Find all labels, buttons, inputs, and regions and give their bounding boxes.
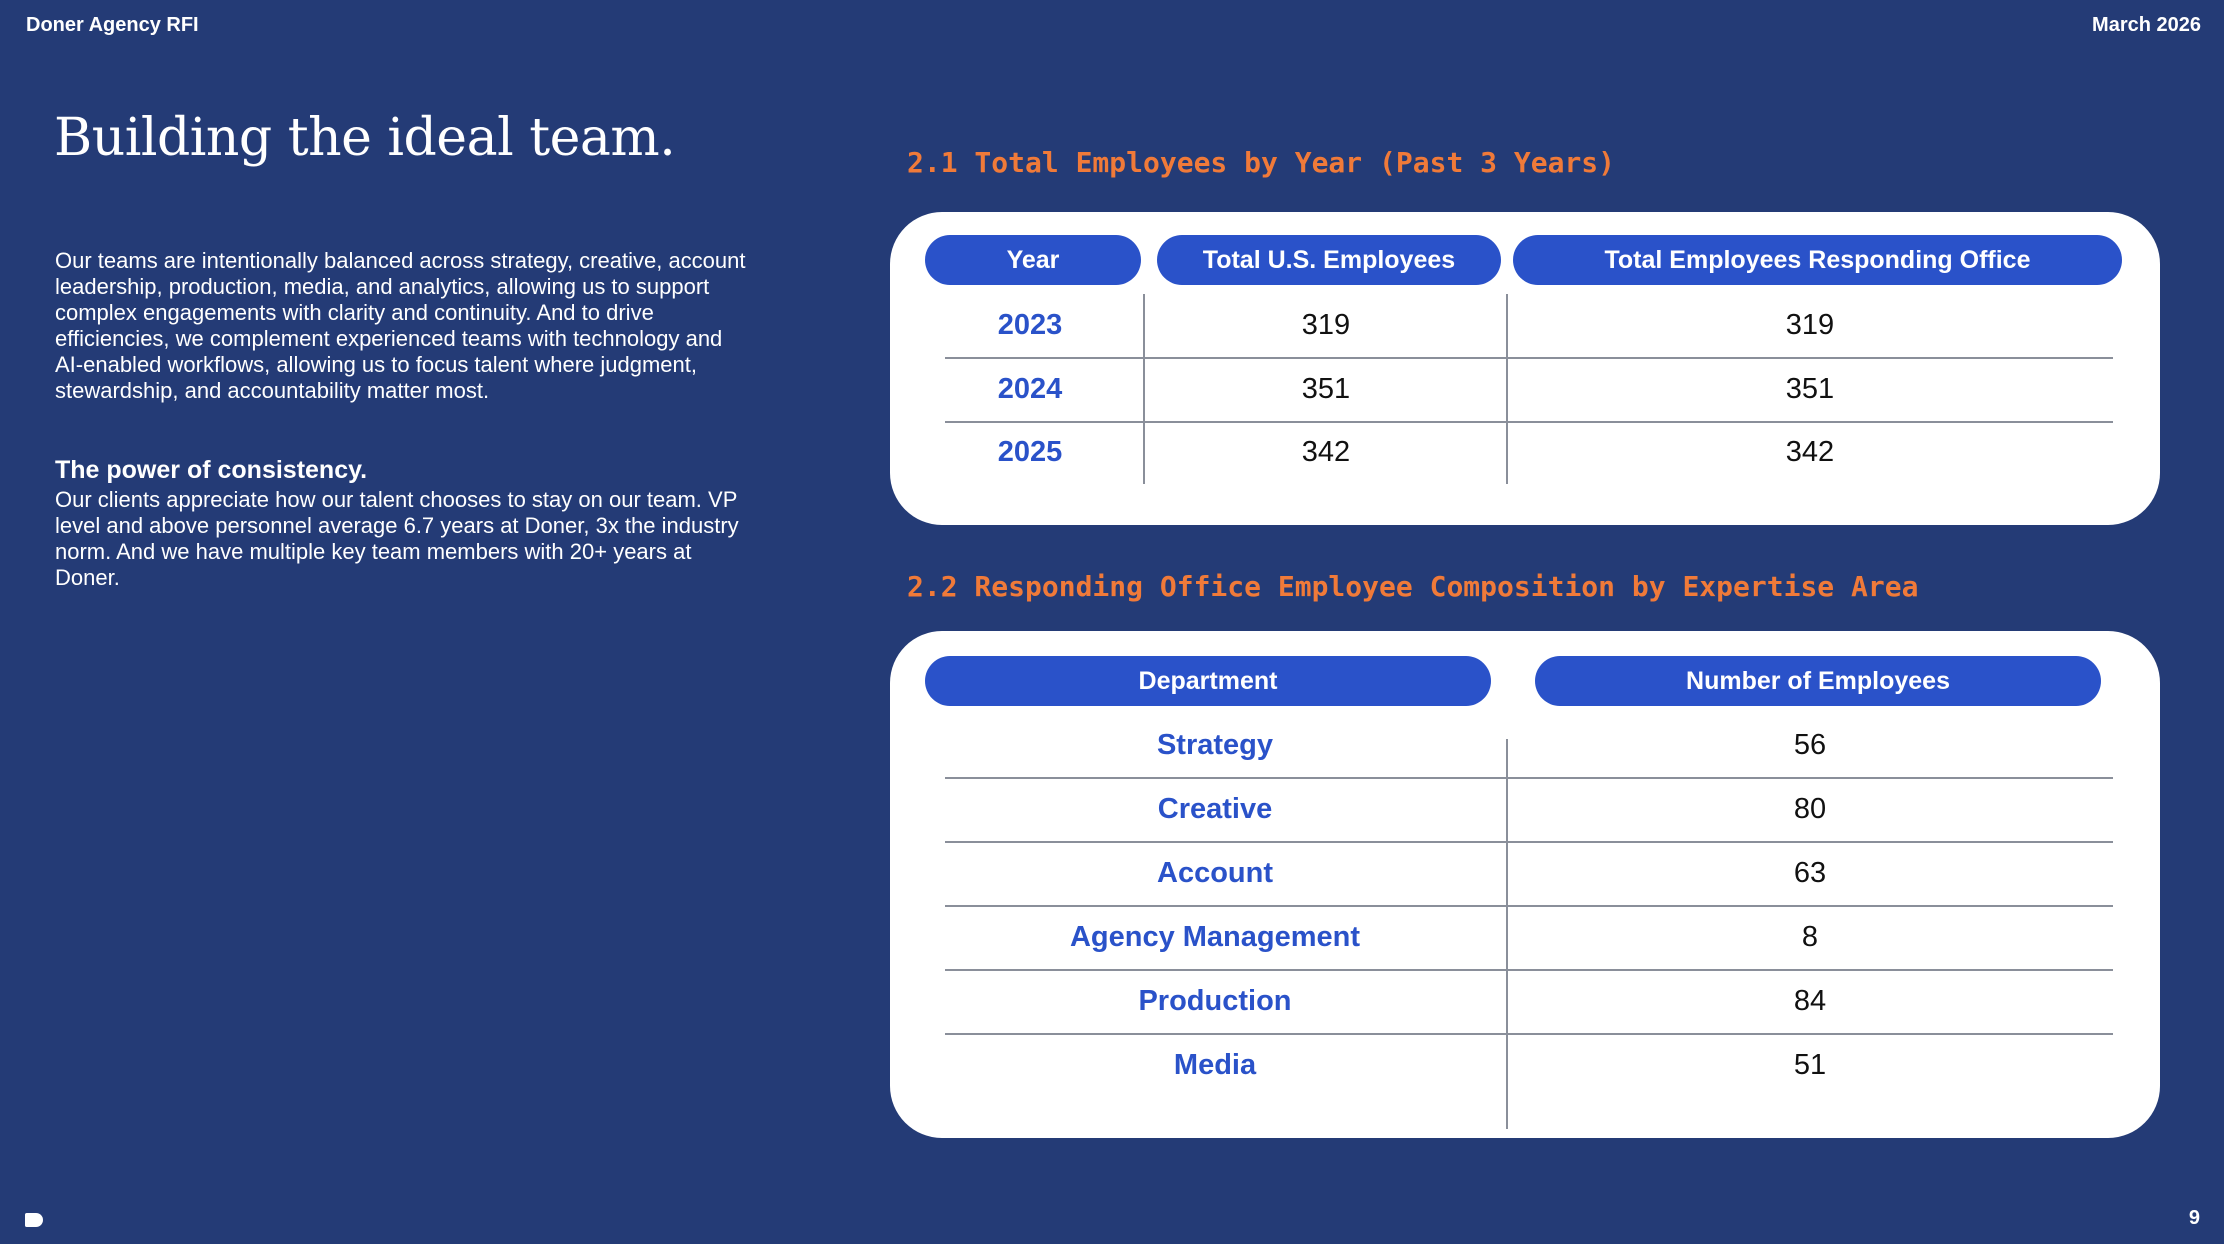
year-cell: 2025 <box>997 436 1063 468</box>
year-cell: 2024 <box>997 373 1063 405</box>
table-row <box>945 1034 2113 1097</box>
us-employees-cell: 342 <box>1301 436 1351 468</box>
year-cell: 2023 <box>997 309 1063 341</box>
employee-count-cell: 80 <box>1793 793 1827 825</box>
employee-count-cell: 51 <box>1793 1049 1827 1081</box>
us-employees-cell: 351 <box>1301 373 1351 405</box>
table-row <box>945 970 2113 1035</box>
expertise-composition-title: 2.2 Responding Office Employee Composition by Expertise Area <box>907 570 1919 603</box>
department-cell: Production <box>1138 985 1292 1017</box>
consistency-paragraph: Our clients appreciate how our talent chooses to stay on our team. VP level and above personnel average 6.7 years at Doner, 3x the industry norm. And we have multiple key team members with 20+ years at Doner. <box>55 487 739 590</box>
header-agency-label: Doner Agency RFI <box>26 14 199 36</box>
column-header-responding-office: Total Employees Responding Office <box>1513 235 2122 285</box>
department-cell: Media <box>1173 1049 1257 1081</box>
doner-logo-icon <box>25 1213 43 1227</box>
column-header-department: Department <box>925 656 1491 706</box>
department-cell: Account <box>1157 857 1273 889</box>
us-employees-cell: 319 <box>1301 309 1351 341</box>
table-row <box>945 421 2113 484</box>
department-cell: Creative <box>1157 793 1273 825</box>
intro-paragraph: Our teams are intentionally balanced across strategy, creative, account leadership, production, media, and analytics, allowing us to support complex engagements with clarity and continuity. And to drive efficiencies, we complement experienced teams with technology and AI-enabled workflows, allowing us to focus talent where judgment, stewardship, and accountability matter most. <box>55 248 746 403</box>
consistency-heading: The power of consistency. <box>55 456 368 484</box>
employee-count-cell: 63 <box>1793 857 1827 889</box>
employees-by-year-title: 2.1 Total Employees by Year (Past 3 Years) <box>907 146 1616 179</box>
employee-count-cell: 56 <box>1793 729 1827 761</box>
employee-count-cell: 8 <box>1801 921 1819 953</box>
department-cell: Strategy <box>1156 729 1274 761</box>
expertise-composition-table <box>890 631 2160 1138</box>
column-header-us-employees: Total U.S. Employees <box>1157 235 1501 285</box>
responding-office-cell: 342 <box>1785 436 1835 468</box>
responding-office-cell: 351 <box>1785 373 1835 405</box>
page-title: Building the ideal team. <box>54 108 676 168</box>
employees-by-year-table <box>890 212 2160 525</box>
column-header-number-of-employees: Number of Employees <box>1535 656 2101 706</box>
column-header-year: Year <box>925 235 1141 285</box>
table-row <box>945 714 2113 779</box>
department-cell: Agency Management <box>1069 921 1361 953</box>
page-number: 9 <box>2188 1207 2200 1229</box>
employee-count-cell: 84 <box>1793 985 1827 1017</box>
table-row <box>945 906 2113 971</box>
table-row <box>945 358 2113 423</box>
table-row <box>945 294 2113 359</box>
table-row <box>945 778 2113 843</box>
header-date: March 2026 <box>2092 14 2201 36</box>
responding-office-cell: 319 <box>1785 309 1835 341</box>
table-row <box>945 842 2113 907</box>
